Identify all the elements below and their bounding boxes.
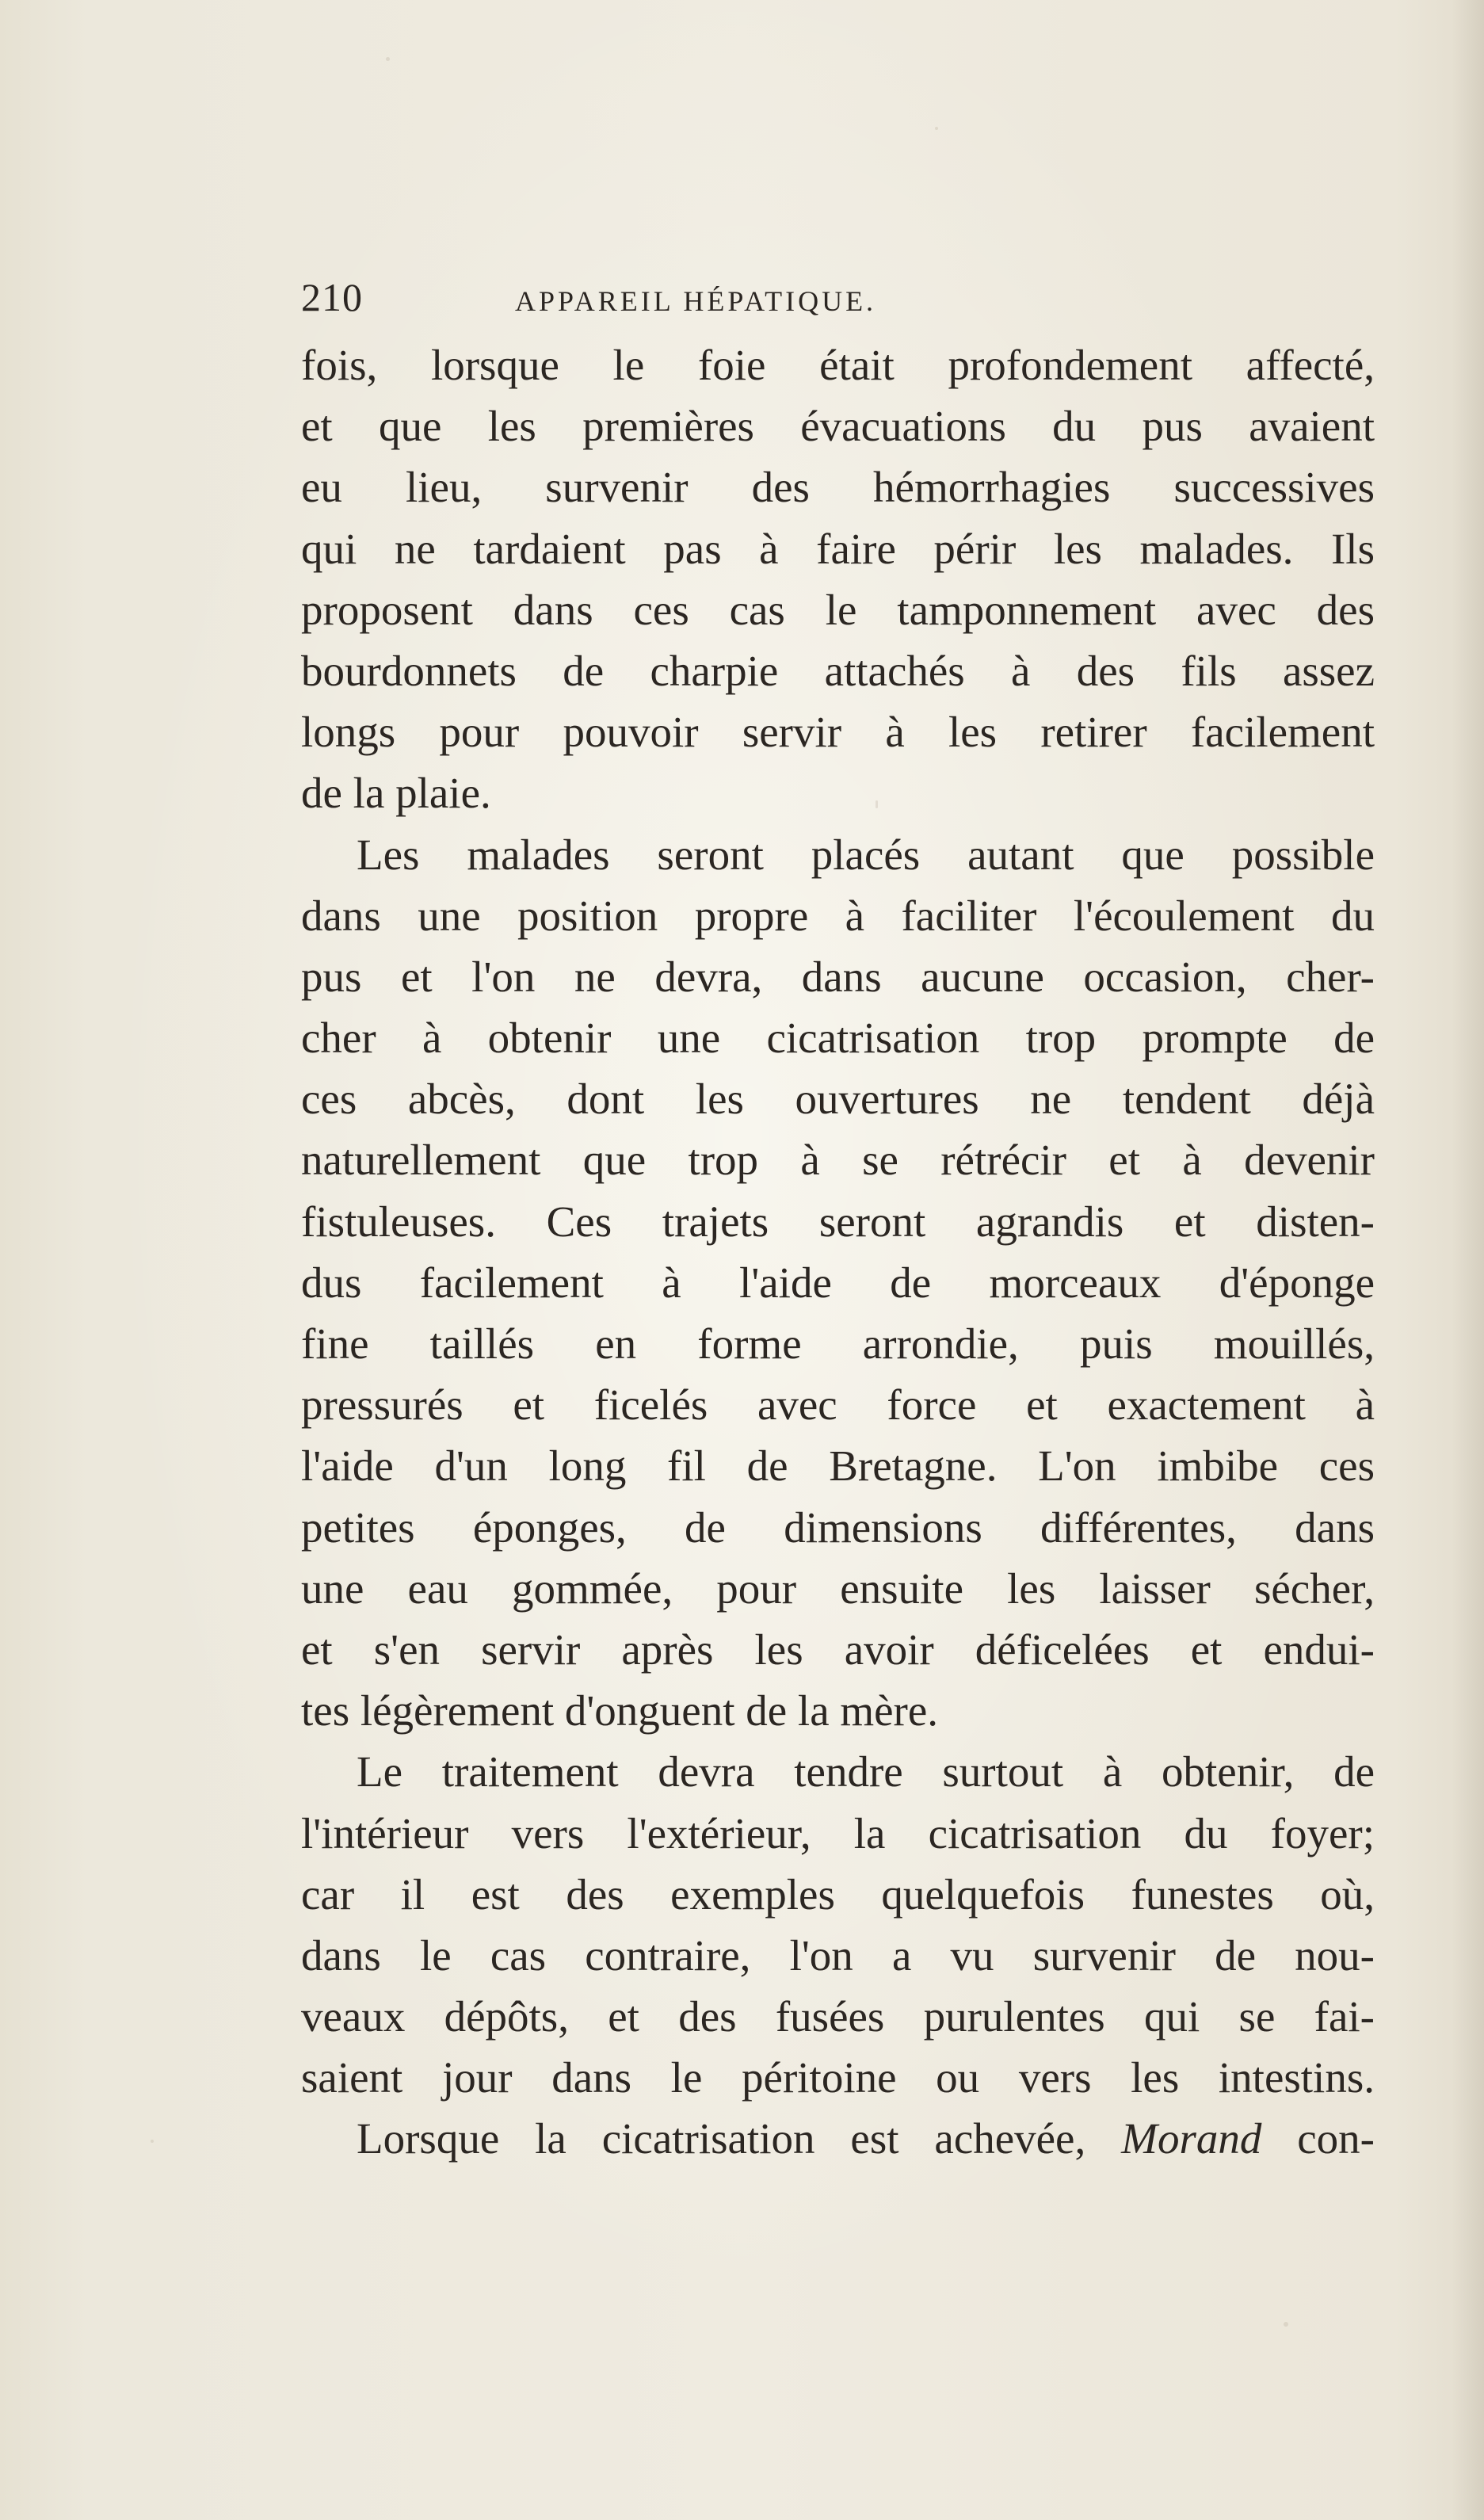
chapter-title: APPAREIL HÉPATIQUE.	[515, 285, 877, 317]
text-line: dans le cas contraire, l'on a vu survenir de nou-	[301, 1930, 1375, 1980]
page-text	[301, 262, 1375, 2170]
text-line: l'intérieur vers l'extérieur, la cicatrisation du foyer;	[301, 1808, 1375, 1858]
text-line	[301, 2108, 1375, 2169]
text-line: fois, lorsque le foie était profondement affecté,	[301, 341, 1375, 389]
text-line: pressurés et ficelés avec force et exactement à	[301, 1380, 1375, 1430]
text-line: tes légèrement d'onguent de la mère.	[301, 1686, 939, 1735]
text-line: l'aide d'un long fil de Bretagne. L'on imbibe ces	[301, 1441, 1375, 1491]
text-line: bourdonnets de charpie attachés à des fils assez	[301, 646, 1375, 695]
text-line: saient jour dans le péritoine ou vers les intestins.	[301, 2053, 1375, 2102]
text-line: fistuleuses. Ces trajets seront agrandis et disten-	[301, 1197, 1375, 1246]
paper-speck	[151, 2140, 154, 2143]
text-line: proposent dans ces cas le tamponnement avec des	[301, 585, 1375, 634]
text-line: longs pour pouvoir servir à les retirer facilement	[301, 708, 1375, 757]
text-line: qui ne tardaient pas à faire périr les malades. Ils	[301, 524, 1375, 573]
text-line: fine taillés en forme arrondie, puis mouillés,	[301, 1319, 1375, 1368]
author-name: Morand	[1121, 2114, 1262, 2163]
text-line: cher à obtenir une cicatrisation trop prompte de	[301, 1014, 1375, 1063]
text-fragment: Lorsque la cicatrisation est achevée,	[357, 2114, 1086, 2163]
text-line: et que les premières évacuations du pus avaient	[301, 402, 1375, 451]
text-line: et s'en servir après les avoir déficelées et endui-	[301, 1625, 1375, 1674]
text-line: naturellement que trop à se rétrécir et à devenir	[301, 1136, 1375, 1185]
text-line: eu lieu, survenir des hémorrhagies successives	[301, 463, 1375, 512]
page-edge-shadow	[1452, 0, 1484, 2520]
text-line: de la plaie.	[301, 769, 491, 818]
text-line: ces abcès, dont les ouvertures ne tendent déjà	[301, 1075, 1375, 1124]
text-line: une eau gommée, pour ensuite les laisser sécher,	[301, 1564, 1375, 1613]
text-line: pus et l'on ne devra, dans aucune occasion, cher-	[301, 952, 1375, 1001]
text-line: petites éponges, de dimensions différentes, dans	[301, 1502, 1375, 1552]
text-line: dans une position propre à faciliter l'écoulement du	[301, 891, 1375, 940]
paper-speck	[935, 127, 938, 130]
paper-speck	[1284, 2322, 1288, 2327]
text-fragment: con-	[1297, 2114, 1375, 2163]
running-head	[301, 262, 1375, 333]
text-line: Les malades seront placés autant que possible	[357, 830, 1375, 879]
text-line: Le traitement devra tendre surtout à obtenir, de	[357, 1747, 1375, 1796]
paper-speck	[386, 57, 390, 61]
text-line: dus facilement à l'aide de morceaux d'éponge	[301, 1258, 1375, 1307]
text-line: car il est des exemples quelquefois funestes où,	[301, 1869, 1375, 1919]
text-line: veaux dépôts, et des fusées purulentes qui se fai-	[301, 1992, 1375, 2041]
page-number: 210	[301, 275, 363, 319]
